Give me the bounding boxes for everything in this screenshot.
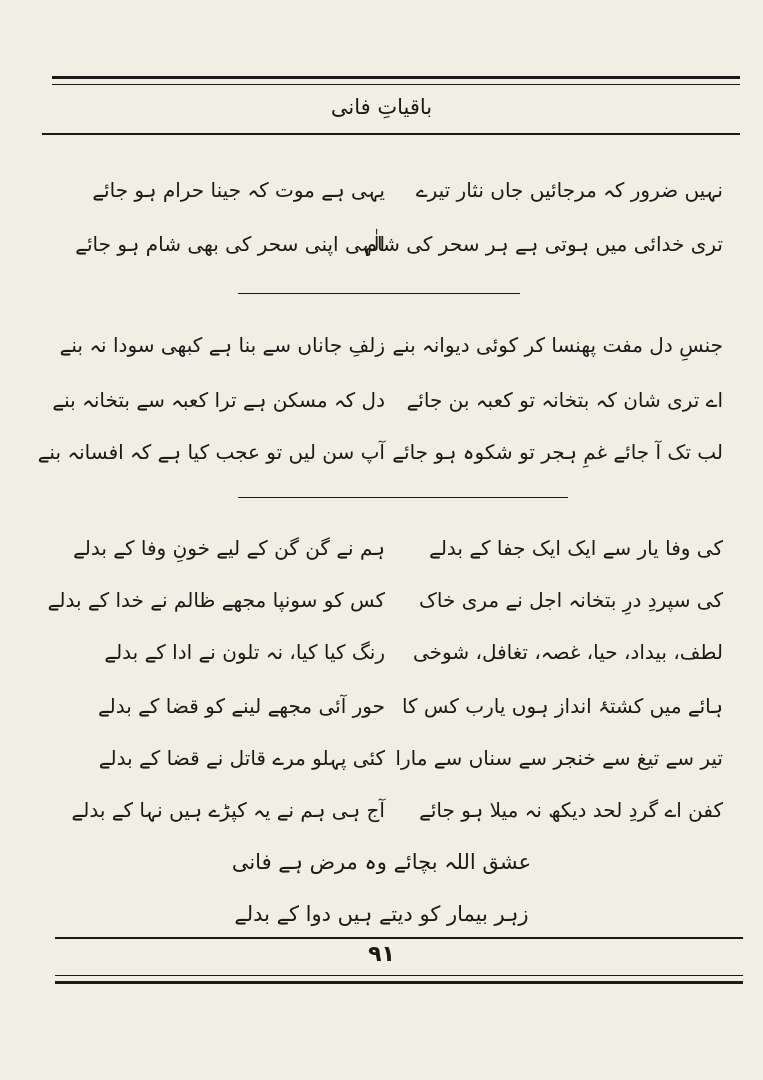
verse-s3-r4: ہائے میں کشتۂ انداز ہوں یارب کس کا [401,694,723,718]
page-number: ۹۱ [368,942,395,967]
verse-s2-r2: اے تری شان کہ بتخانہ تو کعبہ بن جائے [406,388,723,412]
verse-s3-r2: کی سپردِ درِ بتخانہ اجل نے مری خاک [419,588,723,612]
section-divider-2 [238,497,568,498]
verse-s2-l1: زلفِ جاناں سے بنا ہے کبھی سودا نہ بنے [59,333,385,357]
footer-rule-bottom [55,975,743,976]
verse-s3-l1: ہم نے گن گن کے لیے خونِ وفا کے بدلے [73,536,385,560]
verse-s3-l4: حور آئی مجھے لینے کو قضا کے بدلے [97,694,385,718]
verse-s3-r6: کفن اے گردِ لحد دیکھ نہ میلا ہو جائے [419,798,723,822]
footer-rule-bottom-thick [55,981,743,984]
verse-s1-l2: الٰہی اپنی سحر کی بھی شام ہو جائے [75,232,385,256]
verse-s1-l1: یہی ہے موت کہ جینا حرام ہو جائے [92,178,385,202]
verse-s2-l3: آپ سن لیں تو عجب کیا ہے کہ افسانہ بنے [37,440,385,464]
closing-verse-1: عشق اللہ بچائے وہ مرض ہے فانی [231,850,532,874]
verse-s3-l5: کئی پہلو مرے قاتل نے قضا کے بدلے [98,746,385,770]
verse-s3-r1: کی وفا یار سے ایک ایک جفا کے بدلے [429,536,723,560]
verse-s3-l2: کس کو سونپا مجھے ظالم نے خدا کے بدلے [47,588,385,612]
verse-s3-l3: رنگ کیا کیا، نہ تلون نے ادا کے بدلے [104,640,385,664]
verse-s1-r1: نہیں ضرور کہ مرجائیں جاں نثار تیرے [415,178,723,202]
verse-s2-l2: دل کہ مسکن ہے ترا کعبہ سے بتخانہ بنے [52,388,385,412]
verse-s3-l6: آج ہی ہم نے یہ کپڑے ہیں نہا کے بدلے [71,798,385,822]
header-rule-top-thin [52,84,740,85]
verse-s3-r5: تیر سے تیغ سے خنجر سے سناں سے مارا [395,746,723,770]
page-title: باقیاتِ فانی [330,95,433,119]
header-rule-top [52,76,740,79]
verse-s2-r1: جنسِ دل مفت پھنسا کر کوئی دیوانہ بنے [392,333,723,357]
verse-s1-r2: تری خدائی میں ہوتی ہے ہر سحر کی شام [364,232,723,256]
section-divider-1 [238,293,520,294]
verse-s2-r3: لب تک آ جائے غمِ ہجر تو شکوہ ہو جائے [392,440,723,464]
verse-s3-r3: لطف، بیداد، حیا، غصہ، تغافل، شوخی [413,640,723,664]
header-rule-bottom [42,133,740,135]
footer-rule-top [55,937,743,939]
closing-verse-2: زہر بیمار کو دیتے ہیں دوا کے بدلے [234,902,529,926]
